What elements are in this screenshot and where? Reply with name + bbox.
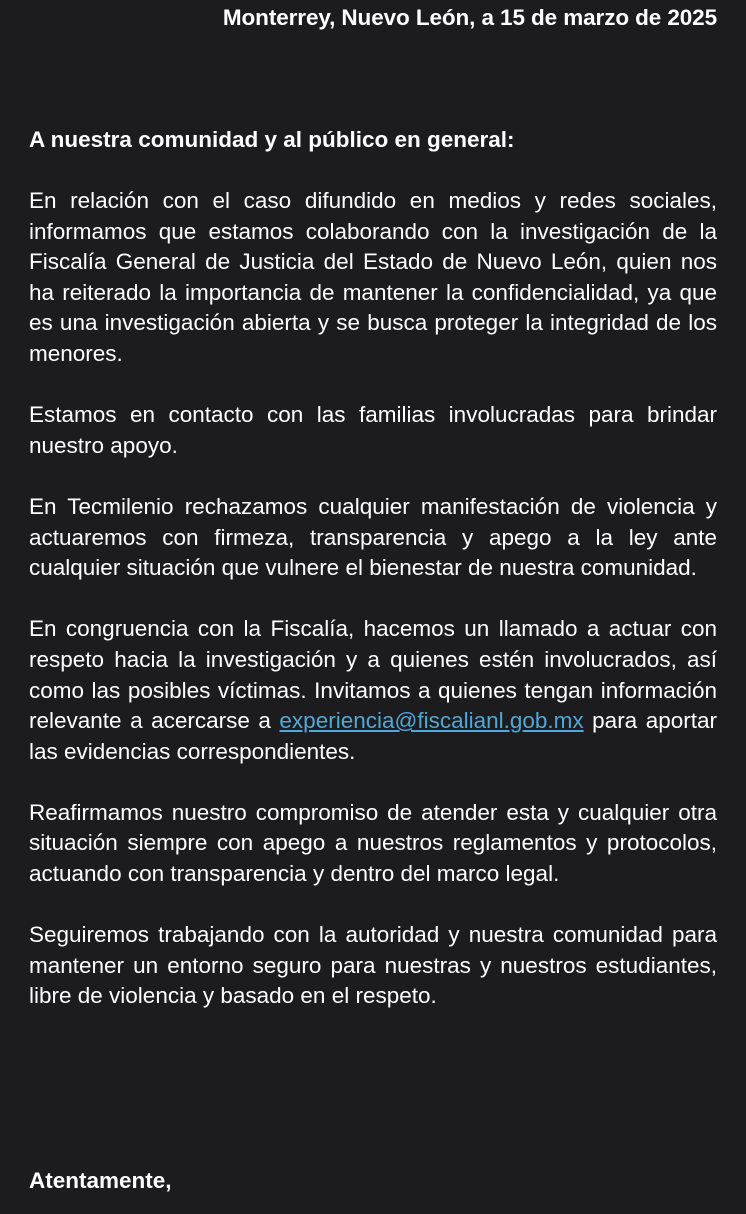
- letter-closing: Atentamente,: [29, 1168, 172, 1193]
- letter-body: [29, 124, 717, 1012]
- letter-salutation: A nuestra comunidad y al público en general:: [29, 127, 515, 152]
- call-to-action-text: En congruencia con la Fiscalía, hacemos un llamado a actuar con respeto hacia la investigación y a quienes estén involucrados, así como las posibles víctimas. Invitamos a quienes tengan información relevante a acercarse a: [29, 616, 717, 734]
- paragraph-call-to-action: [29, 614, 717, 767]
- email-link[interactable]: experiencia@fiscalianl.gob.mx: [279, 708, 584, 734]
- letter-date-line: Monterrey, Nuevo León, a 15 de marzo de 2025: [222, 5, 717, 30]
- paragraph-continue-working: Seguiremos trabajando con la autoridad y nuestra comunidad para mantener un entorno seguro para nuestras y nuestros estudiantes, libre de violencia y basado en el respeto.: [29, 922, 717, 1009]
- paragraph-families: Estamos en contacto con las familias involucradas para brindar nuestro apoyo.: [29, 402, 717, 458]
- paragraph-commitment: Reafirmamos nuestro compromiso de atender esta y cualquier otra situación siempre con apego a nuestros reglamentos y protocolos, actuando con transparencia y dentro del marco legal.: [29, 799, 717, 887]
- paragraph-investigation: En relación con el caso difundido en medios y redes sociales, informamos que estamos colaborando con la investigación de la Fiscalía General de Justicia del Estado de Nuevo León, quien nos ha reiterado la importancia de mantener la confidencialidad, ya que es una investigación abierta y se busca proteger la integridad de los menores.: [29, 188, 717, 366]
- call-to-action-text-end: para aportar las evidencias correspondientes.: [29, 708, 717, 764]
- paragraph-rejection: En Tecmilenio rechazamos cualquier manifestación de violencia y actuaremos con firmeza, transparencia y apego a la ley ante cualquier situación que vulnere el bienestar de nuestra comunidad.: [29, 493, 717, 581]
